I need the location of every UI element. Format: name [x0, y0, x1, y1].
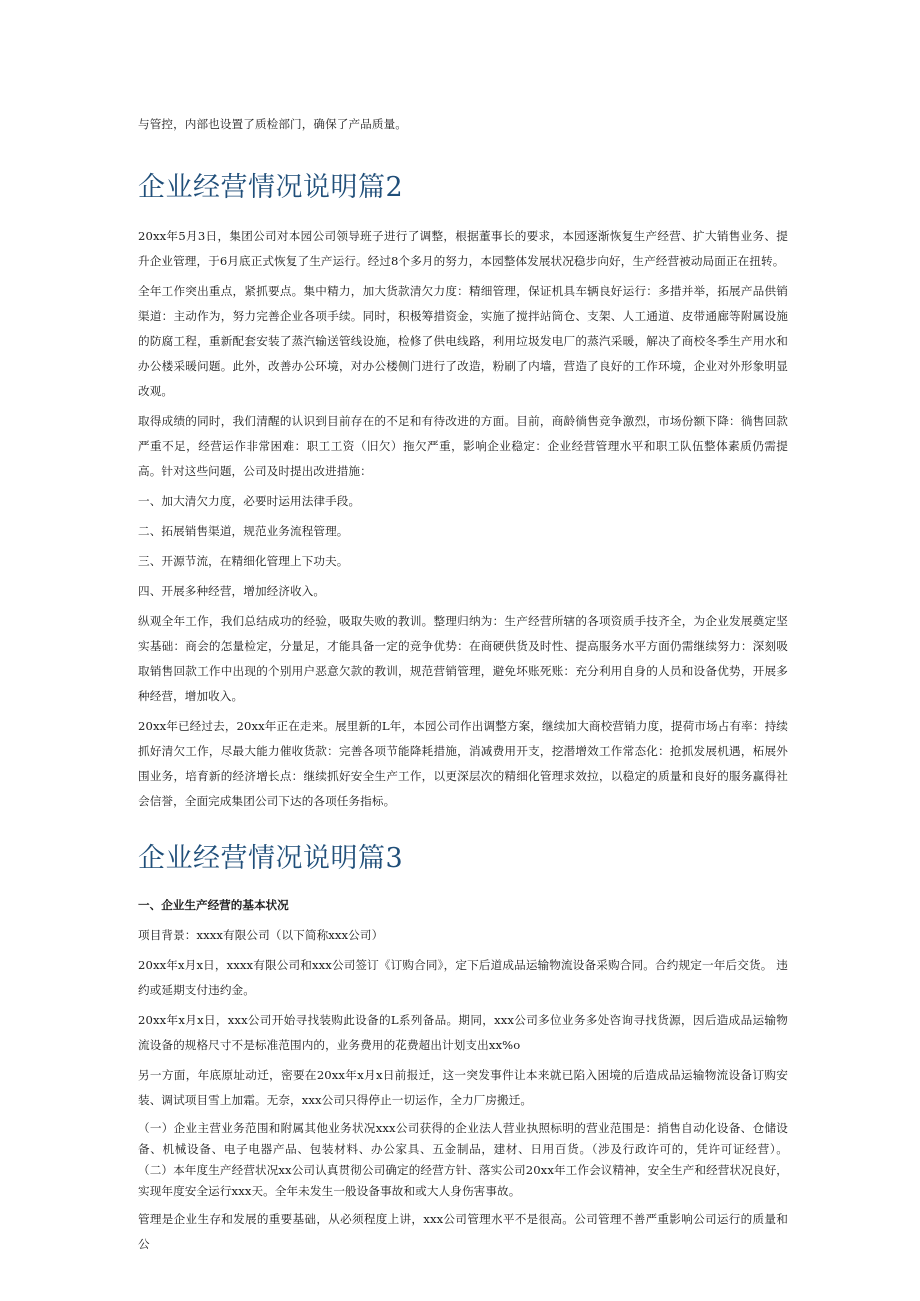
- section2-list-item: 一、加大清欠力度，必要时运用法律手段。: [138, 494, 361, 508]
- section2-title: 企业经营情况说明篇2: [138, 172, 404, 203]
- section2-paragraph: 20xx年5月3日，集团公司对本园公司领导班子进行了调整，根据董事长的要求，本园逐渐恢复生产经营、扩大销售业务、提升企业管理，于6月底正式恢复了生产运行。经过8个多月的努力，本园整体发展状况稳步向好，生产经营被动局面正在扭转。: [138, 229, 788, 268]
- section2-list-item: 二、拓展销售渠道，规范业务流程管理。: [138, 524, 349, 538]
- intro-tail-paragraph: 与管控，内部也设置了质检部门，确保了产品质量。: [138, 117, 407, 131]
- section2-list-item: 三、开源节流，在精细化管理上下功夫。: [138, 554, 349, 568]
- section3-body: [138, 893, 788, 1257]
- document-page: [138, 112, 788, 1257]
- section3-paragraph: 另一方面，年底原址动迁，密要在20xx年x月x日前报迁，这一突发事件让本来就已陷入困境的后造成品运输物流设备订购安 装、调试项目雪上加霜。无奈，xxx公司只得停止一切运作，全力厂房搬迁。: [138, 1068, 788, 1107]
- section3-title: 企业经营情况说明篇3: [138, 843, 404, 874]
- section3-subheading: 一、企业生产经营的基本状况: [138, 898, 289, 912]
- section2-body: [138, 224, 788, 814]
- section2-paragraph: 取得成绩的同时，我们清醒的认识到目前存在的不足和有待改进的方面。目前，商龄徜售竞争激烈，市场份额下降：徜售回款 严重不足，经营运作非常困难：职工工资（旧欠）拖欠严重，影响企业稳定：企业经营管理水平和职工队伍整体素质仍需提高。针对这些问题，公司及时提出改进措施：: [138, 414, 788, 478]
- section2-paragraph: 20xx年已经过去，20xx年正在走来。展里新的L年，本园公司作出调整方案，继续加大商校营销力度，提荷市场占有率：持续抓好清欠工作，尽最大能力催收货款：完善各项节能降耗措施，消减费用开支，挖潜增效工作常态化：抢抓发展机遇，柘展外 围业务，培育新的经济增长点：继续抓好安全生产工作，以更深层次的精细化管理求效拉，以稳定的质量和良好的服务赢得社 会信誉，全面完成集团公司下达的各项任务指标。: [138, 719, 788, 808]
- section3-paragraph: 20xx年x月x日，xxx公司开始寻找装购此设备的L系列备品。期同，xxx公司多位业务多处咨询寻找货源，因后造成品运输物 流设备的规格尺寸不是标准范围内的，业务费用的花费超出计划支出xx%o: [138, 1013, 788, 1052]
- section3-paragraph: 管理是企业生存和发展的重要基础，从必须程度上讲，xxx公司管理水平不是很高。公司管理不善严重影响公司运行的质量和公: [138, 1212, 788, 1251]
- section2-list-item: 四、开展多种经营，增加经济收入。: [138, 584, 326, 598]
- section3-paragraph: （一）企业主营业务范围和附属其他业务状况xxx公司获得的企业法人营业执照标明的营业范围是：捎售自动化设备、仓储设备、机械设备、电子电器产品、包装材料、办公家具、五金制品，建材、日用百货。（涉及行政许可的，凭许可证经营）。 （二）本年度生产经营状况xx公司认真贯彻公司确定的经营方针、落实公司20xx年工作会议精神，安全生产和经营状况良好， 实现年度安全运行xxx天。全年未发生一般设备事故和或大人身伤害事故。: [138, 1121, 788, 1198]
- section2-paragraph: 纵观全年工作，我们总结成功的经验，吸取失败的教训。整理归纳为：生产经营所辖的各项资质手技齐全，为企业发展奠定坚实基础：商会的怎量检定，分量足，才能具备一定的竞争优势：在商硬供货及时性、提高服务水平方面仍需继续努力：深刻吸取销售回款工作中出现的个别用户恶意欠款的教训，规范营销管理，避免坏账死账：充分利用自身的人员和设备优势，开展多 种经营，增加收入。: [138, 614, 788, 703]
- section3-paragraph: 项目背景：xxxx有限公司（以下简称xxx公司）: [138, 928, 384, 942]
- section2-paragraph: 全年工作突出重点，紧抓要点。集中精力，加大货款清欠力度：精细管理，保证机具车辆良好运行：多措并举，拓展产品供销渠道：主动作为，努力完善企业各项手续。同时，积极筹措资金，实施了搅拌站筒仓、支架、人工通道、皮带通廊等附属设施的防腐工程，重新配套安装了蒸汽输送管线设施，检修了供电线路，利用垃圾发电厂的蒸汽采暖，解决了商校冬季生产用水和办公楼采暖问题。此外，改善办公环境，对办公楼侧门进行了改造，粉刷了内墙，营造了良好的工作环境，企业对外形象明显改观。: [138, 284, 788, 398]
- section3-paragraph: 20xx年x月x日，xxxx有限公司和xxx公司签订《订购合同》，定下后道成品运输物流设备采购合同。合约规定一年后交货。 违约或延期支付违约金。: [138, 958, 788, 997]
